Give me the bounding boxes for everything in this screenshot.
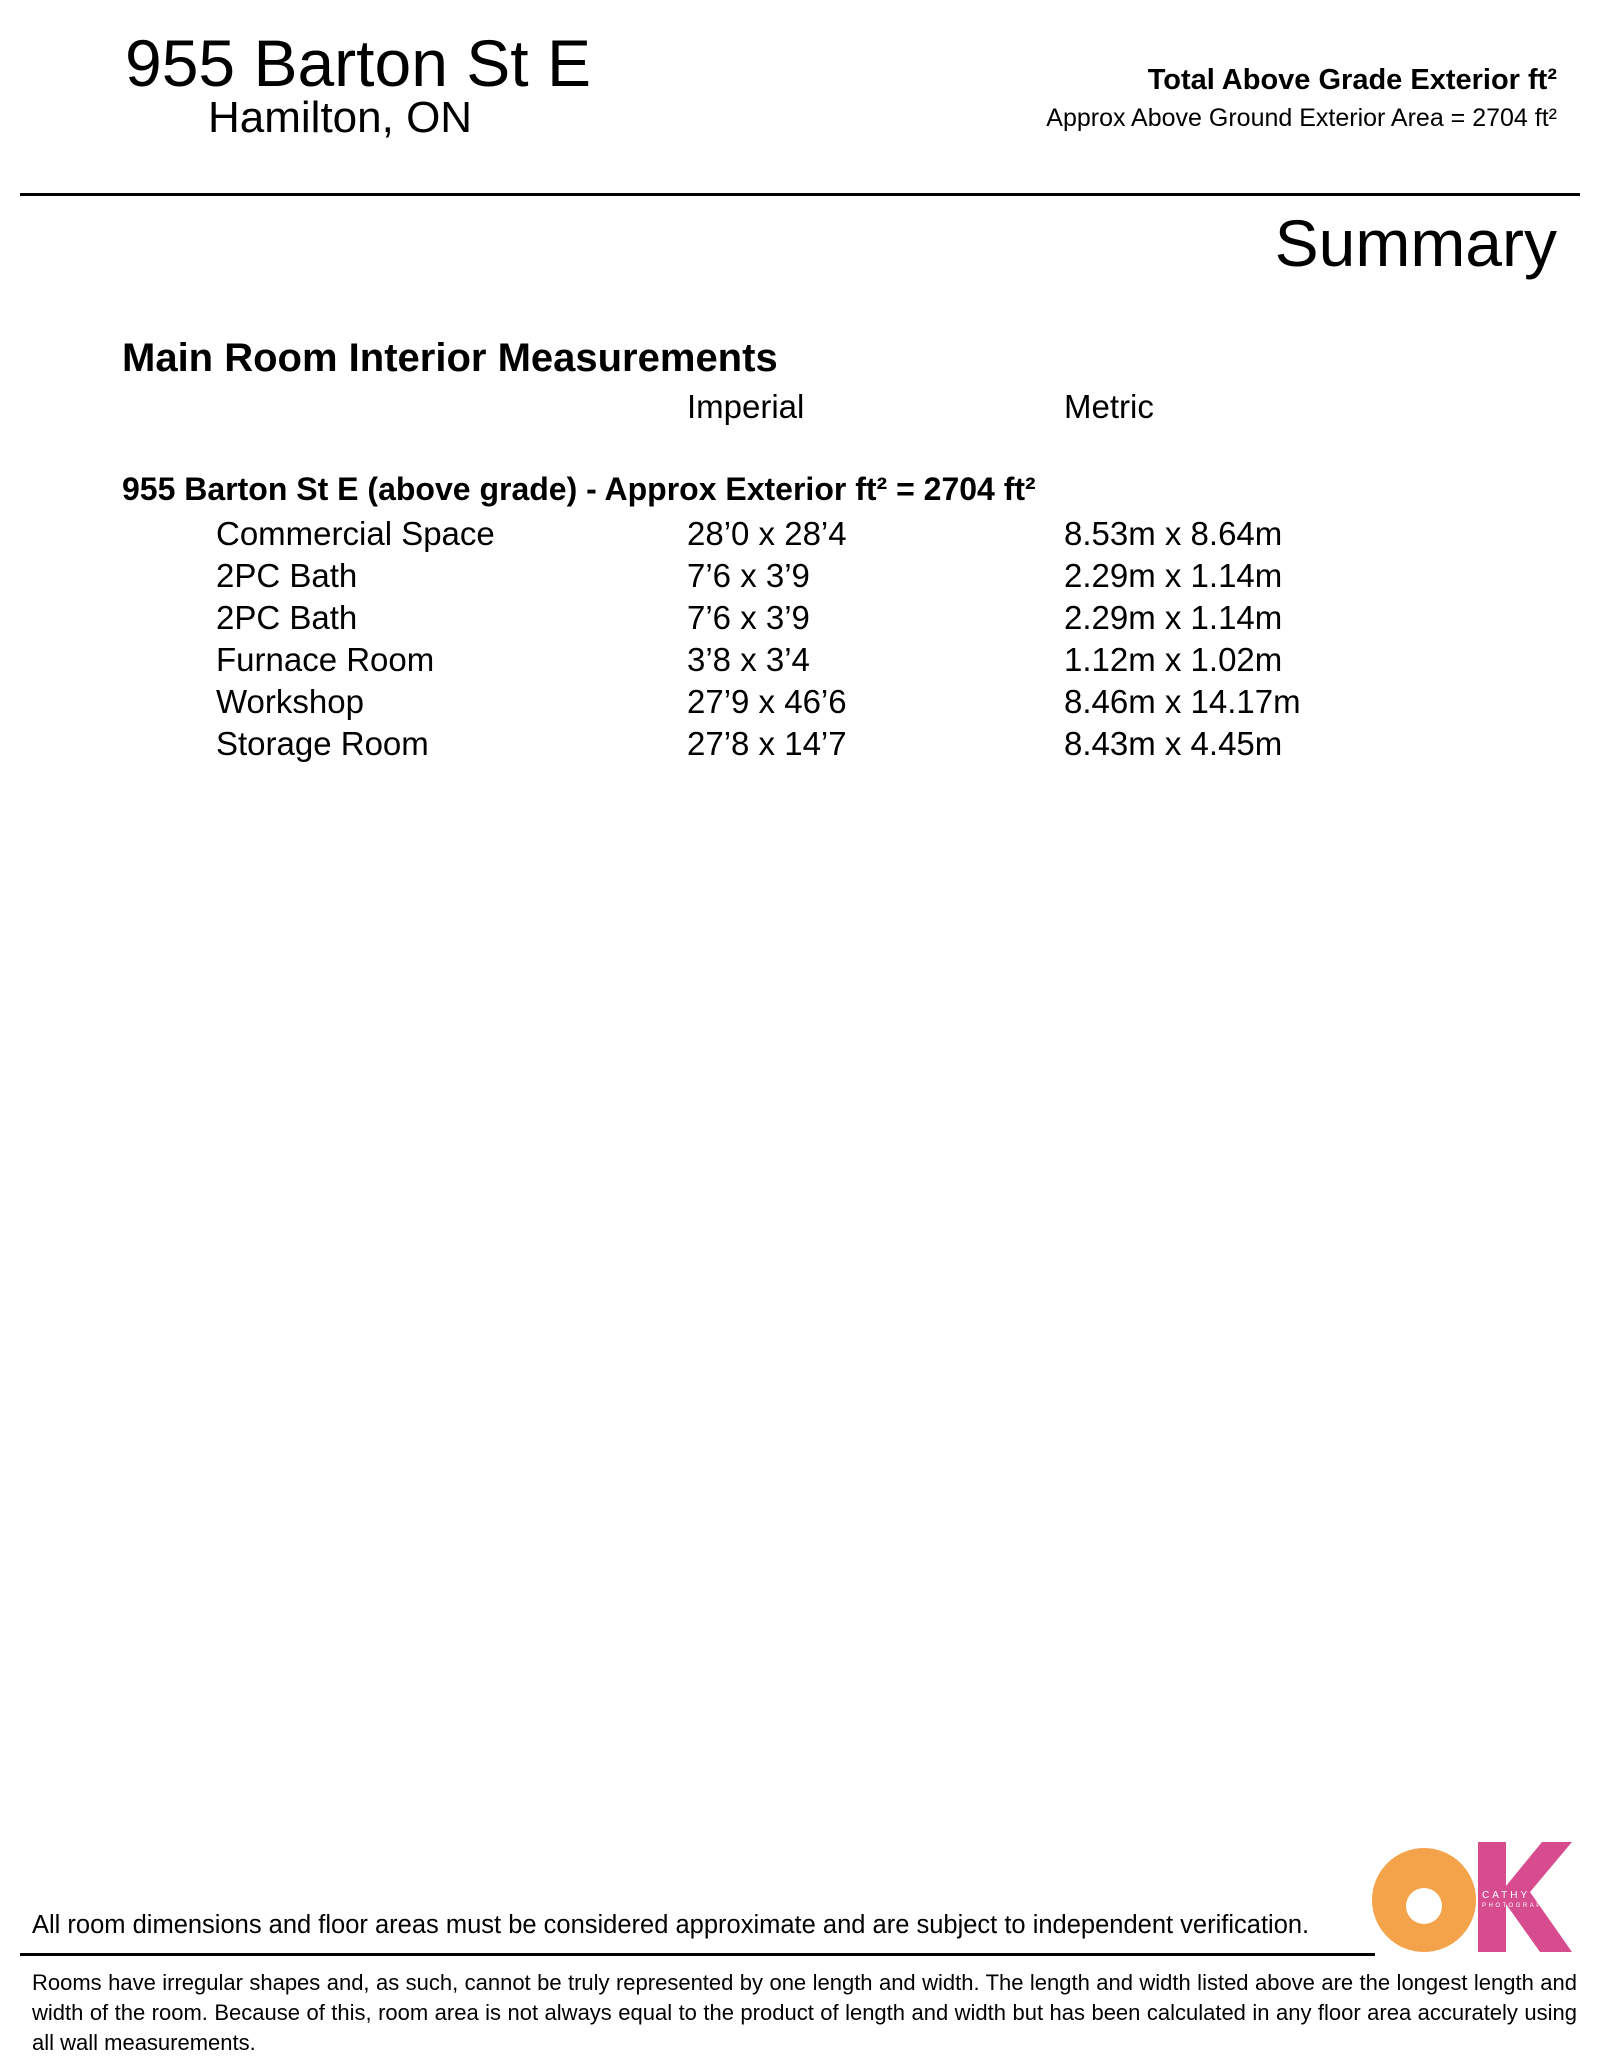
room-metric: 2.29m x 1.14m — [1064, 599, 1283, 636]
room-name: Storage Room — [216, 725, 429, 762]
header-divider — [20, 193, 1580, 196]
footnote: Rooms have irregular shapes and, as such, cannot be truly represented by one length and width. The length and width listed above are the longest length and width of the room. Because of this, room area is not always equal to the product of length and width but has been calculated in any floor area accurately using all wall measurements. — [32, 1970, 1577, 2055]
logo-o-hole — [1406, 1888, 1442, 1924]
room-metric: 2.29m x 1.14m — [1064, 557, 1283, 594]
area-title: Total Above Grade Exterior ft² — [1147, 64, 1557, 96]
photographer-logo — [1372, 1842, 1577, 1952]
footer-divider — [20, 1953, 1375, 1956]
room-row — [0, 559, 1600, 601]
room-row — [0, 685, 1600, 727]
floor-title: 955 Barton St E (above grade) - Approx Exterior ft² = 2704 ft² — [122, 471, 1036, 507]
room-metric: 1.12m x 1.02m — [1064, 641, 1283, 678]
room-imperial: 7’6 x 3’9 — [687, 599, 810, 636]
room-imperial: 27’9 x 46’6 — [687, 683, 847, 720]
room-list — [0, 517, 1600, 769]
room-imperial: 7’6 x 3’9 — [687, 557, 810, 594]
section-heading: Main Room Interior Measurements — [122, 336, 778, 380]
room-row — [0, 727, 1600, 769]
room-name: Workshop — [216, 683, 364, 720]
room-metric: 8.46m x 14.17m — [1064, 683, 1301, 720]
room-imperial: 3’8 x 3’4 — [687, 641, 810, 678]
property-address: 955 Barton St E — [125, 26, 591, 100]
column-header-metric: Metric — [1064, 388, 1154, 425]
logo-tagline: PHOTOGRAPHY — [1482, 1903, 1557, 1909]
room-name: 2PC Bath — [216, 557, 358, 594]
logo-text — [1482, 1890, 1577, 1912]
logo-o-mark — [1372, 1848, 1476, 1952]
logo-name: CATHY KOOP — [1482, 1890, 1577, 1901]
page-title: Summary — [1274, 206, 1557, 280]
room-metric: 8.53m x 8.64m — [1064, 515, 1283, 552]
room-row — [0, 643, 1600, 685]
column-header-imperial: Imperial — [687, 388, 805, 425]
room-name: Commercial Space — [216, 515, 495, 552]
disclaimer: All room dimensions and floor areas must be considered approximate and are subject to independent verification. — [32, 1911, 1310, 1939]
area-line: Approx Above Ground Exterior Area = 2704 ft² — [1046, 104, 1557, 132]
room-imperial: 28’0 x 28’4 — [687, 515, 847, 552]
room-name: Furnace Room — [216, 641, 435, 678]
room-name: 2PC Bath — [216, 599, 358, 636]
room-metric: 8.43m x 4.45m — [1064, 725, 1283, 762]
room-imperial: 27’8 x 14’7 — [687, 725, 847, 762]
room-row — [0, 517, 1600, 559]
property-city: Hamilton, ON — [208, 93, 473, 142]
room-row — [0, 601, 1600, 643]
